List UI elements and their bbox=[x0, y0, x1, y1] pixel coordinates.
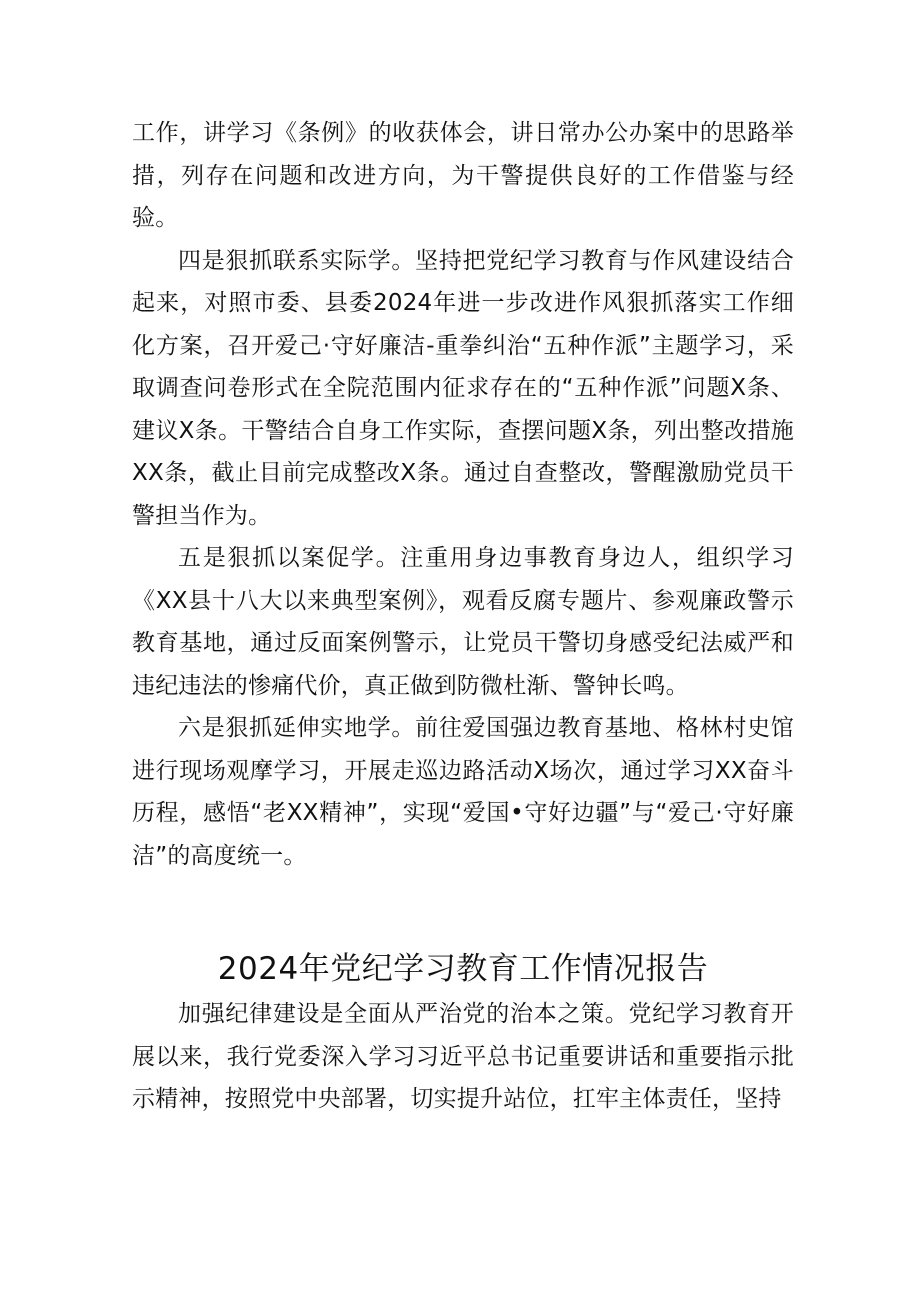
report-title: 2024年党纪学习教育工作情况报告 bbox=[217, 951, 709, 987]
paragraph-continued: 工作，讲学习《条例》的收获体会，讲日常办公办案中的思路举措，列存在问题和改进方向，为干警提供良好的工作借鉴与经验。 bbox=[132, 120, 794, 231]
paragraph-intro: 加强纪律建设是全面从严治党的治本之策。党纪学习教育开展以来，我行党委深入学习习近平总书记重要讲话和重要指示批示精神，按照党中央部署，切实提升站位，扛牢主体责任，坚持 bbox=[132, 1001, 794, 1112]
paragraph-point-six: 六是狠抓延伸实地学。前往爱国强边教育基地、格林村史馆进行现场观摩学习，开展走巡边路活动X场次，通过学习XX奋斗历程，感悟“老XX精神”，实现“爱国•守好边疆”与“爱己·守好廉洁”的高度统一。 bbox=[132, 715, 794, 869]
paragraph-point-four: 四是狠抓联系实际学。坚持把党纪学习教育与作风建设结合起来，对照市委、县委2024年进一步改进作风狠抓落实工作细化方案，召开爱己·守好廉洁-重拳纠治“五种作派”主题学习，采取调查问卷形式在全院范围内征求存在的“五种作派”问题X条、建议X条。干警结合自身工作实际，查摆问题X条，列出整改措施XX条，截止目前完成整改X条。通过自查整改，警醒激励党员干警担当作为。 bbox=[132, 247, 794, 529]
paragraph-point-five: 五是狠抓以案促学。注重用身边事教育身边人，组织学习《XX县十八大以来典型案例》，观看反腐专题片、参观廉政警示教育基地，通过反面案例警示，让党员干警切身感受纪法威严和违纪违法的惨痛代价，真正做到防微杜渐、警钟长鸣。 bbox=[132, 545, 794, 699]
document-body bbox=[132, 112, 794, 1121]
report-title-block bbox=[132, 945, 794, 993]
